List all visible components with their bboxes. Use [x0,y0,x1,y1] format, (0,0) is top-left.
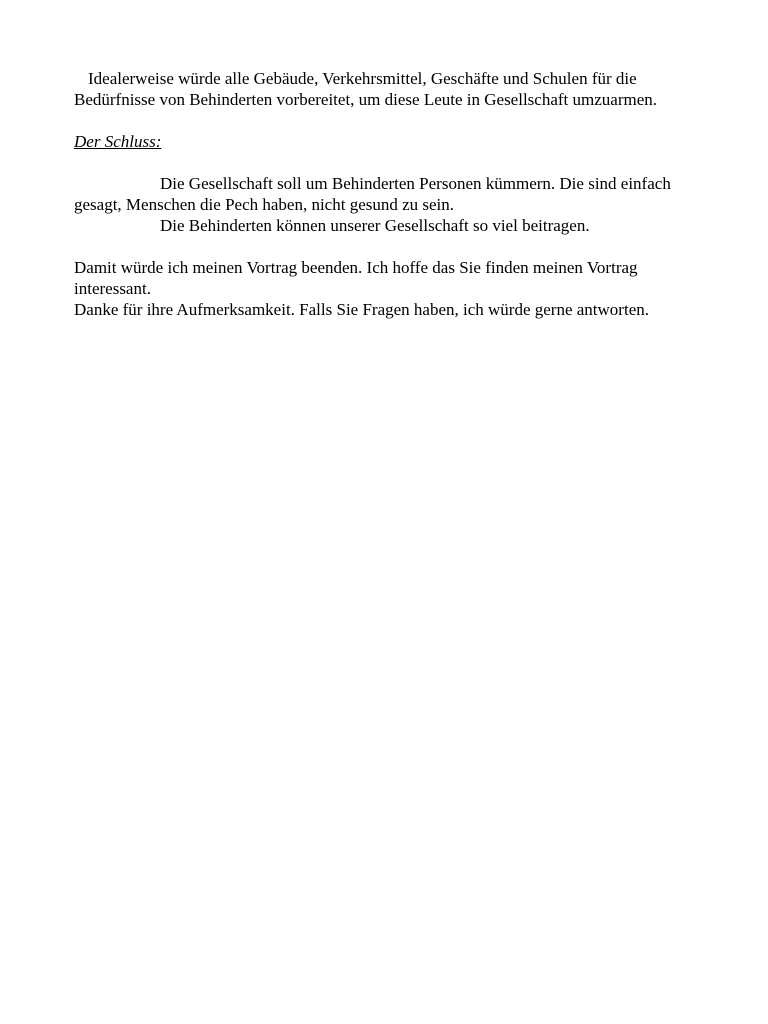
closing-paragraph-1: Damit würde ich meinen Vortrag beenden. Ich hoffe das Sie finden meinen Vortrag interessant. [74,258,638,298]
conclusion-paragraph-1-text: Die Gesellschaft soll um Behinderten Personen kümmern. Die sind einfach gesagt, Menschen die Pech haben, nicht gesund zu sein. [74,174,671,214]
paragraph-gap [74,110,694,131]
document-page [74,68,694,320]
conclusion-heading: Der Schluss: [74,132,162,151]
conclusion-paragraph-2 [74,215,694,236]
paragraph-gap [74,236,694,257]
intro-paragraph-text: Idealerweise würde alle Gebäude, Verkehrsmittel, Geschäfte und Schulen für die Bedürfnisse von Behinderten vorbereitet, um diese Leute in Gesellschaft umzuarmen. [74,69,658,109]
closing-paragraph-2: Danke für ihre Aufmerksamkeit. Falls Sie Fragen haben, ich würde gerne antworten. [74,300,649,319]
paragraph-gap [74,152,694,173]
intro-paragraph [74,68,694,110]
conclusion-paragraph-1 [74,173,694,215]
conclusion-paragraph-2-text: Die Behinderten können unserer Gesellschaft so viel beitragen. [160,216,590,235]
